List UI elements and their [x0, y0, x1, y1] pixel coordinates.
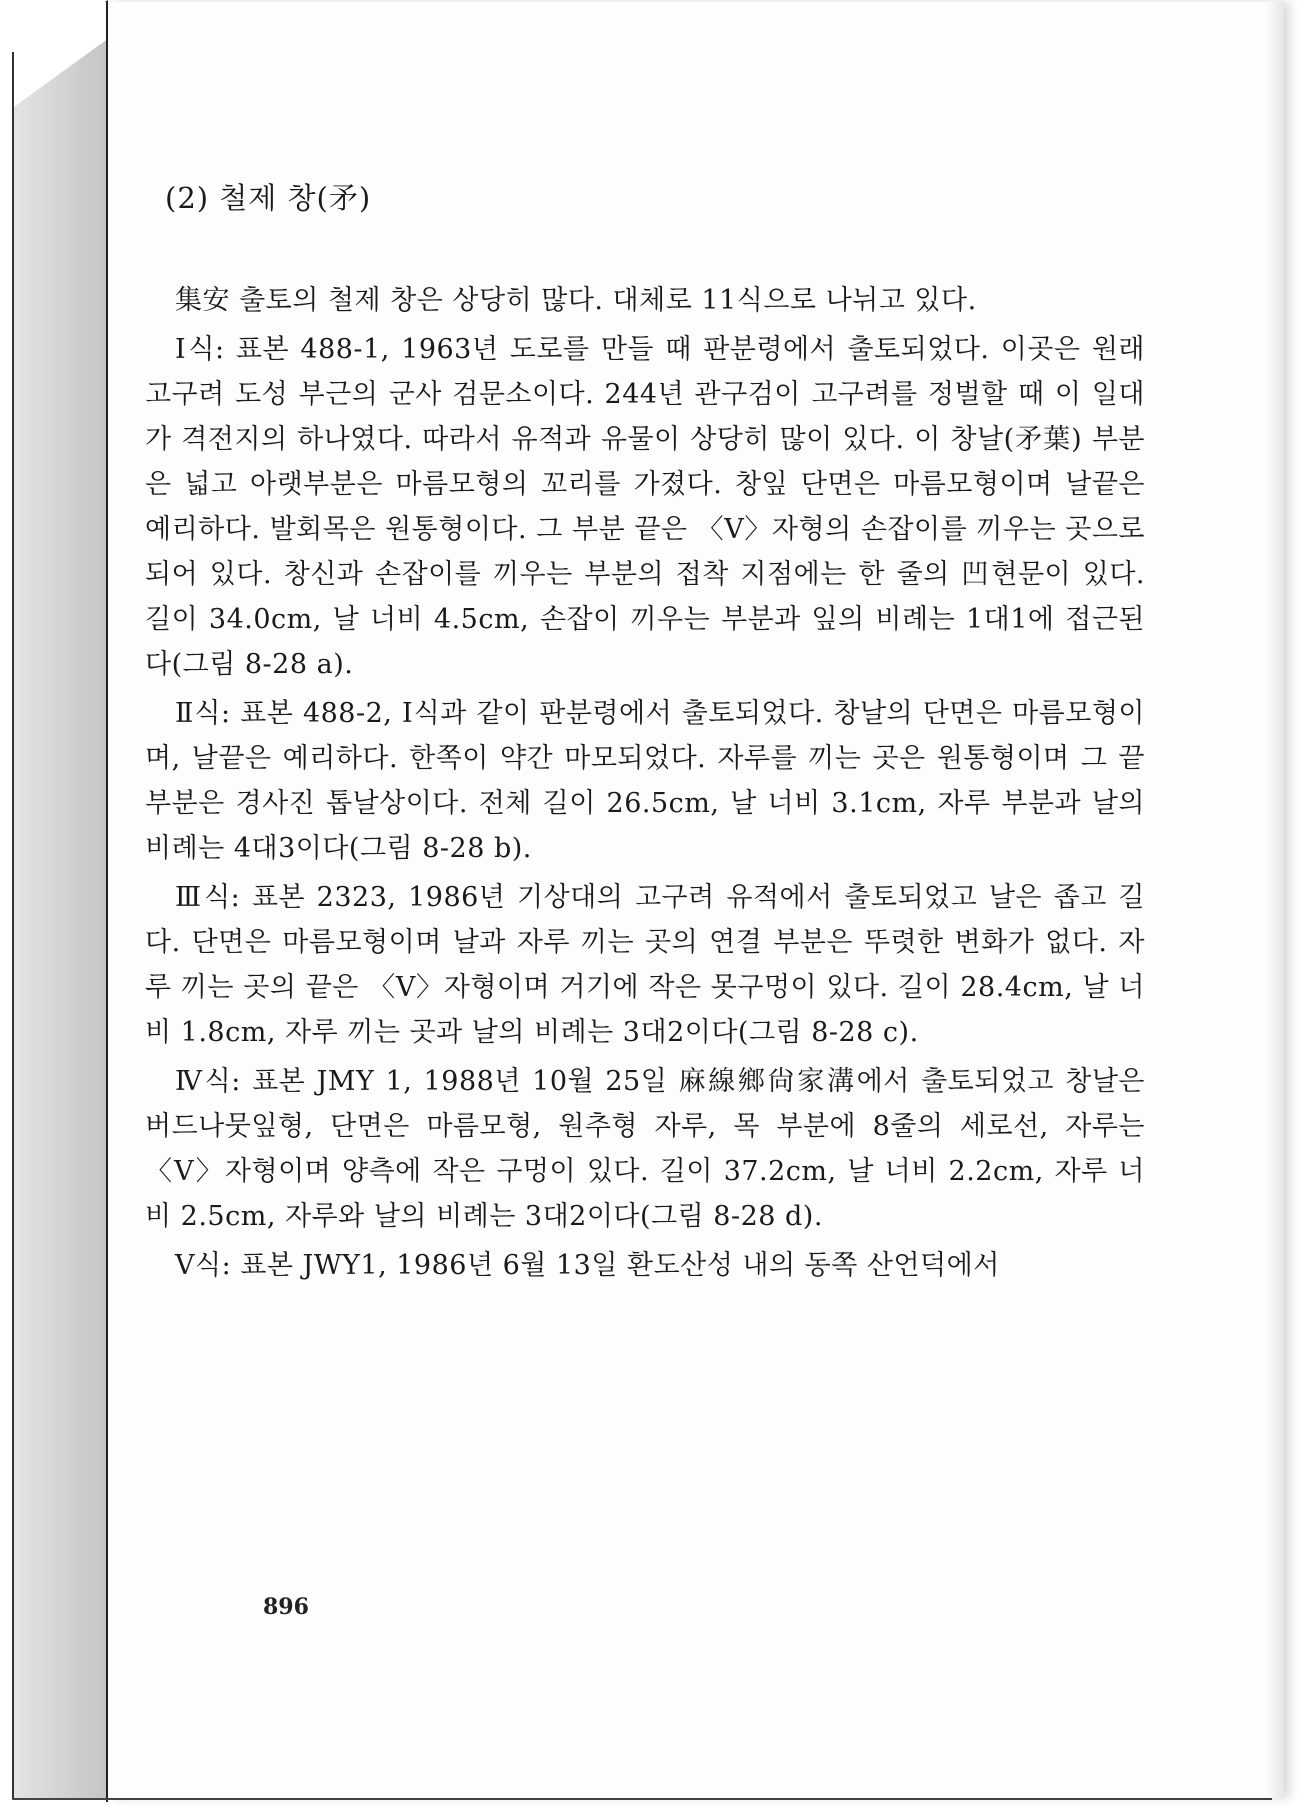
- page-content: [145, 178, 1145, 1292]
- paragraph-type-5: Ⅴ식: 표본 JWY1, 1986년 6월 13일 환도산성 내의 동쪽 산언덕에서: [175, 1250, 1000, 1281]
- book-spine-side: [12, 38, 109, 1798]
- page-number: 896: [263, 1594, 309, 1620]
- book-spine-outer-edge: [12, 52, 14, 1800]
- paragraph-intro: 集安 출토의 철제 창은 상당히 많다. 대체로 11식으로 나뉘고 있다.: [175, 285, 977, 316]
- paragraph-type-4: Ⅳ식: 표본 JMY 1, 1988년 10월 25일 麻線鄉尙家溝에서 출토되었고 창날은 버드나뭇잎형, 단면은 마름모형, 원추형 자루, 목 부분에 8줄의 세로선, 자루는 〈V〉자형이며 양측에 작은 구멍이 있다. 길이 37.2cm, 날 너비 2.2cm, 자루 너비 2.5cm, 자루와 날의 비례는 3대2이다(그림 8-28 d).: [145, 1066, 1145, 1232]
- paragraph-type-1: Ⅰ식: 표본 488-1, 1963년 도로를 만들 때 판분령에서 출토되었다. 이곳은 원래 고구려 도성 부근의 군사 검문소이다. 244년 관구검이 고구려를 정벌할 때 이 일대가 격전지의 하나였다. 따라서 유적과 유물이 상당히 많이 있다. 이 창날(矛葉) 부분은 넓고 아랫부분은 마름모형의 꼬리를 가졌다. 창잎 단면은 마름모형이며 날끝은 예리하다. 발회목은 원통형이다. 그 부분 끝은 〈V〉자형의 손잡이를 끼우는 곳으로 되어 있다. 창신과 손잡이를 끼우는 부분의 접착 지점에는 한 줄의 凹현문이 있다. 길이 34.0cm, 날 너비 4.5cm, 손잡이 끼우는 부분과 잎의 비례는 1대1에 접근된다(그림 8-28 a).: [145, 334, 1145, 680]
- paragraph-type-2: Ⅱ식: 표본 488-2, Ⅰ식과 같이 판분령에서 출토되었다. 창날의 단면은 마름모형이며, 날끝은 예리하다. 한쪽이 약간 마모되었다. 자루를 끼는 곳은 원통형이며 그 끝부분은 경사진 톱날상이다. 전체 길이 26.5cm, 날 너비 3.1cm, 자루 부분과 날의 비례는 4대3이다(그림 8-28 b).: [145, 698, 1145, 864]
- paragraph-type-3: Ⅲ식: 표본 2323, 1986년 기상대의 고구려 유적에서 출토되었고 날은 좁고 길다. 단면은 마름모형이며 날과 자루 끼는 곳의 연결 부분은 뚜렷한 변화가 없다. 자루 끼는 곳의 끝은 〈V〉자형이며 거기에 작은 못구멍이 있다. 길이 28.4cm, 날 너비 1.8cm, 자루 끼는 곳과 날의 비례는 3대2이다(그림 8-28 c).: [145, 882, 1145, 1048]
- page-right-shadow: [1266, 2, 1284, 1798]
- section-title: (2) 철제 창(矛): [165, 181, 372, 215]
- book-bottom-edge: [12, 1798, 1272, 1800]
- book-spine-top-edge: [12, 0, 108, 62]
